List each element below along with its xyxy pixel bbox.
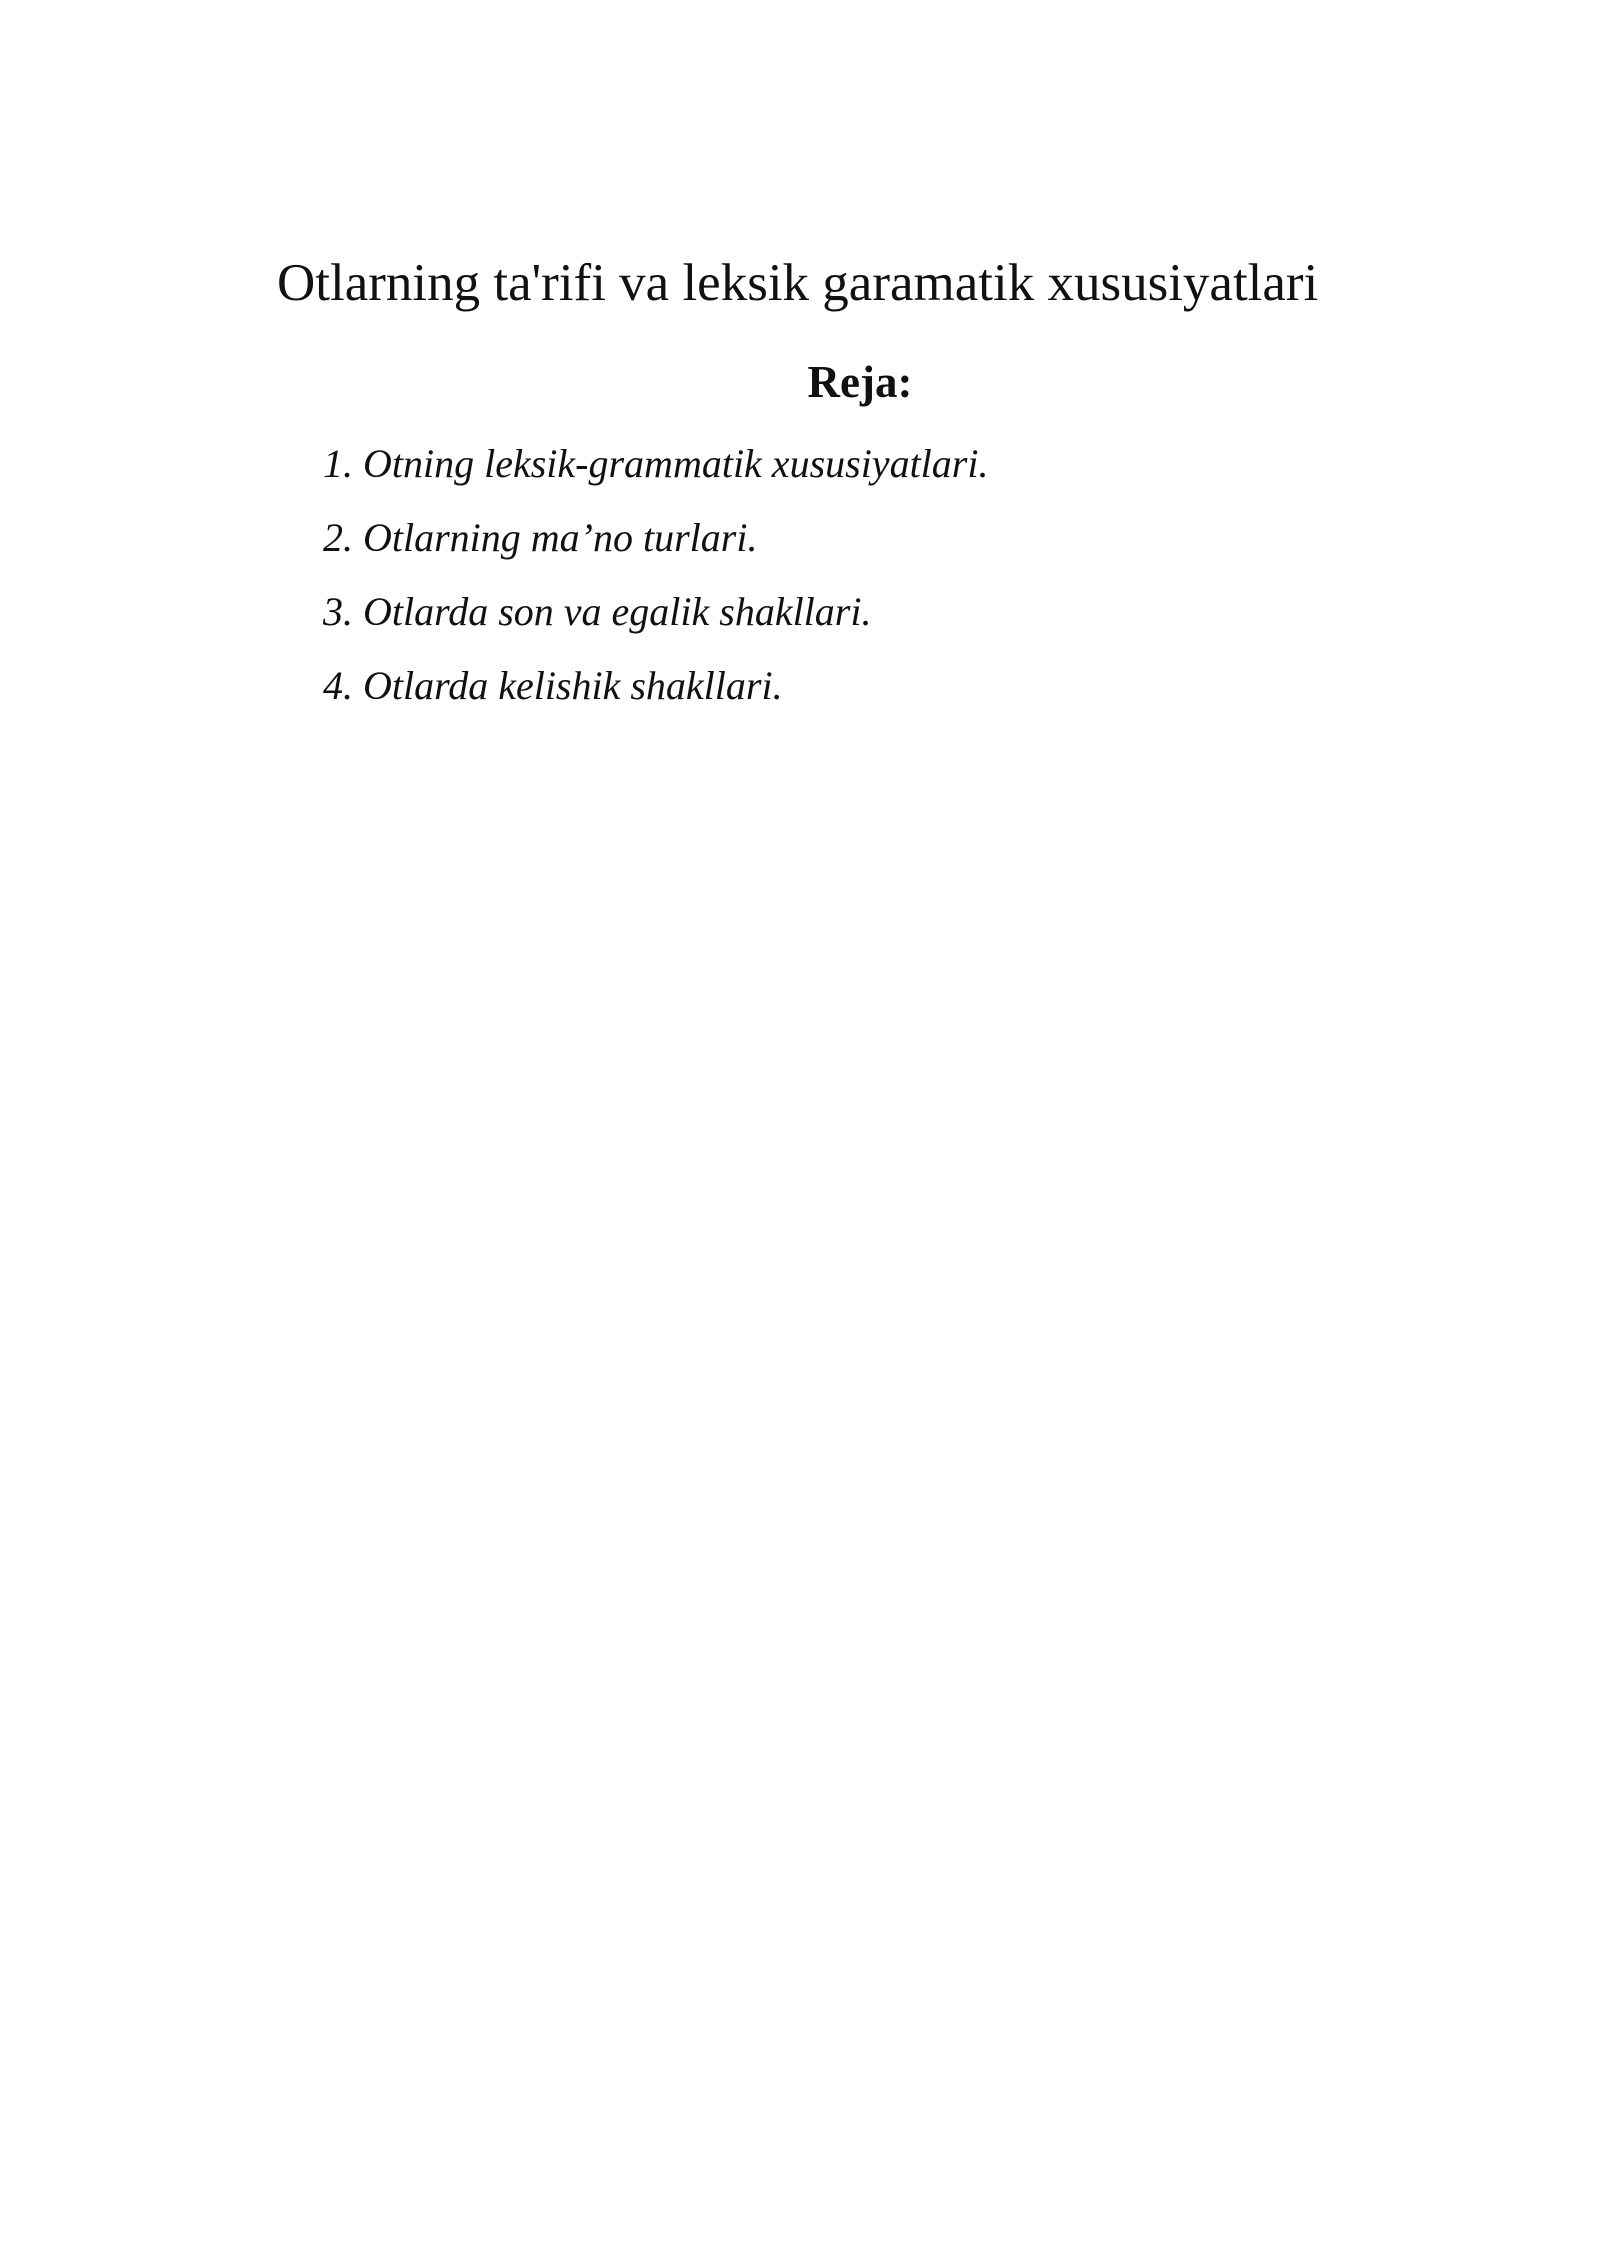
plan-item: 1. Otning leksik-grammatik xususiyatlari. xyxy=(323,441,989,486)
document-title: Otlarning ta'rifi va leksik garamatik xususiyatlari xyxy=(277,254,1319,312)
plan-heading: Reja: xyxy=(807,357,913,407)
plan-list xyxy=(323,440,988,736)
plan-item: 3. Otlarda son va egalik shakllari. xyxy=(323,589,872,634)
plan-item: 2. Otlarning ma’no turlari. xyxy=(323,515,758,560)
plan-item: 4. Otlarda kelishik shakllari. xyxy=(323,663,783,708)
